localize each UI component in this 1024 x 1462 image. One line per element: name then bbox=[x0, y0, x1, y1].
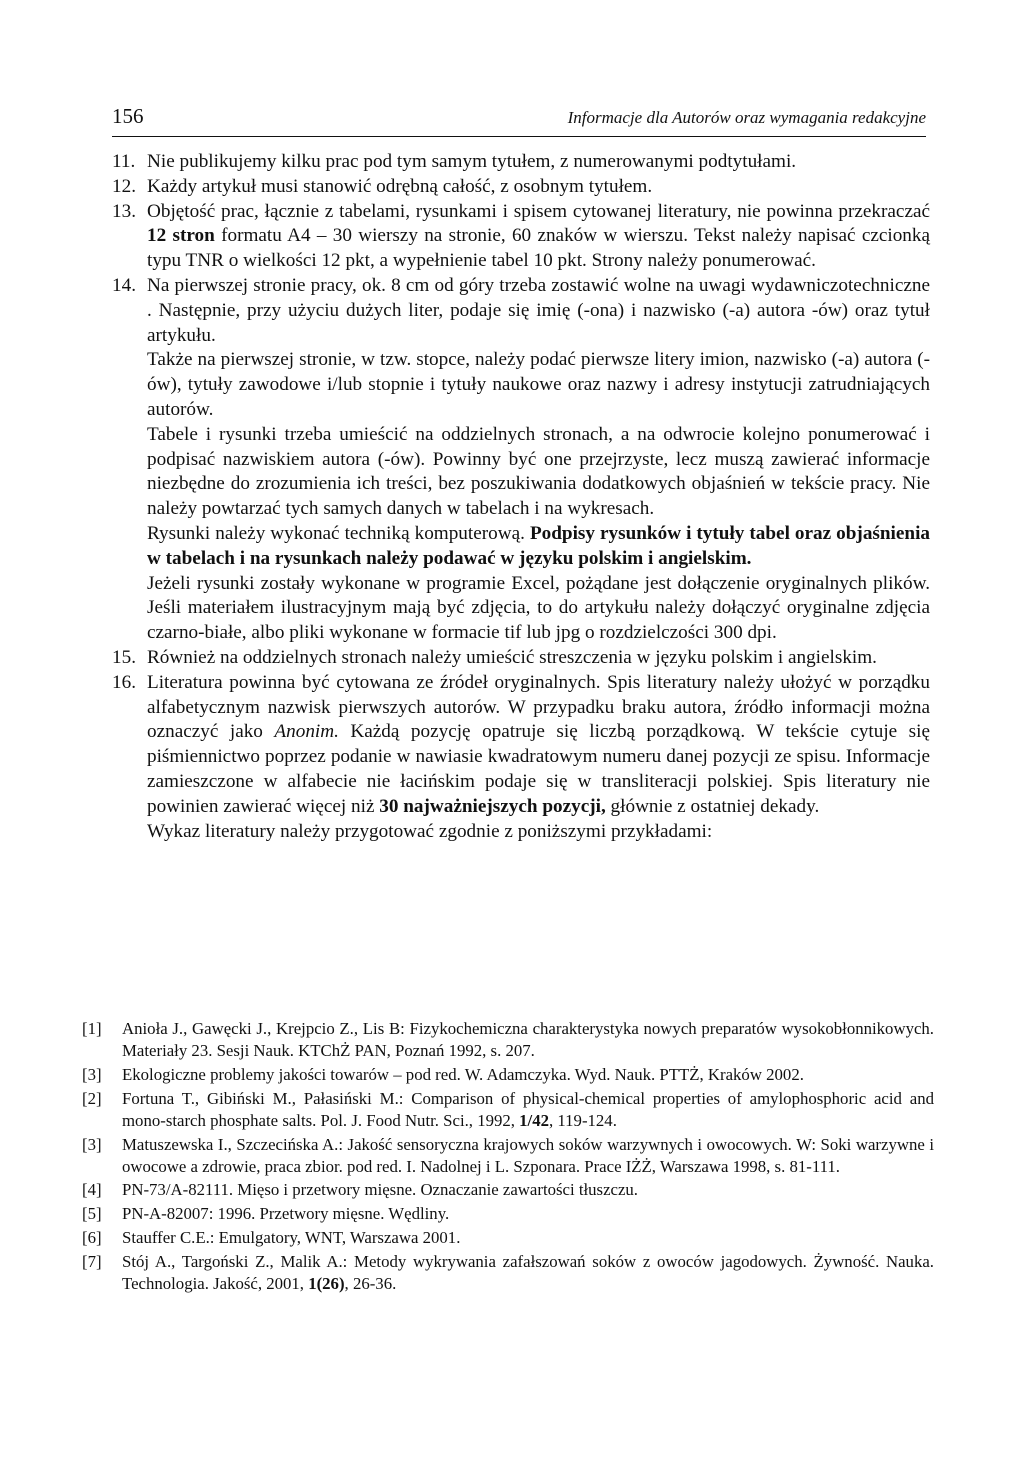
reference-item bbox=[82, 1064, 934, 1086]
item-number: 11. bbox=[112, 151, 136, 172]
reference-item bbox=[82, 1179, 934, 1201]
references-intro: Wykaz literatury należy przygotować zgodnie z poniższymi przykładami: bbox=[147, 820, 713, 842]
item-text: Nie publikujemy kilku prac pod tym samym tytułem, z numerowanymi podtytułami. bbox=[147, 151, 797, 172]
paragraph-tables-figures: Tabele i rysunki trzeba umieścić na oddzielnych stronach, a na odwrocie kolejno ponumerować i podpisać nazwiskiem autora (-ów). Powinny być one przejrzyste, lecz muszą zawierać informacje niezbędne do zrozumienia ich treści, bez poszukiwania dodatkowych objaśnień w tekście pracy. Nie należy powtarzać tych samych danych w tabelach i na wykresach. bbox=[147, 423, 930, 520]
reference-number: [6] bbox=[82, 1227, 102, 1247]
item-number: 15. bbox=[112, 646, 136, 668]
reference-number: [5] bbox=[82, 1204, 102, 1224]
bold-text: 12 stron bbox=[147, 225, 215, 247]
running-title: Informacje dla Autorów oraz wymagania redakcyjne bbox=[567, 108, 926, 127]
reference-number: [7] bbox=[82, 1251, 102, 1271]
item-text: Również na oddzielnych stronach należy umieścić streszczenia w języku polskim i angielskim. bbox=[147, 646, 877, 668]
paragraph-footer-info: Także na pierwszej stronie, w tzw. stopce, należy podać pierwsze litery imion, nazwisko (-a) autora (-ów), tytuły zawodowe i/lub stopnie i tytuły naukowe oraz nazwy i adresy instytucji zatrudniających autorów. bbox=[147, 349, 930, 420]
reference-item bbox=[82, 1251, 934, 1295]
list-item-14 bbox=[112, 274, 930, 348]
list-item-16 bbox=[112, 671, 930, 820]
paragraph-excel-photos: Jeżeli rysunki zostały wykonane w programie Excel, pożądane jest dołączenie oryginalnych plików. Jeśli materiałem ilustracyjnym mają być zdjęcia, to do artykułu należy dołączyć oryginalne zdjęcia czarno-białe, albo pliki wykonane w formacie tif lub jpg o rozdzielczości 300 dpi. bbox=[147, 572, 930, 644]
bold-text: 1(26) bbox=[308, 1273, 345, 1293]
paragraph-figures-technique: Rysunki należy wykonać techniką komputerową. Podpisy rysunków i tytuły tabel oraz objaśnienia w tabelach i na rysunkach należy podawać w języku polskim i angielskim. bbox=[147, 522, 930, 569]
page-number: 156 bbox=[112, 104, 144, 128]
item-text: Każdy artykuł musi stanowić odrębną całość, z osobnym tytułem. bbox=[147, 175, 653, 197]
reference-item bbox=[82, 1088, 934, 1132]
reference-number: [3] bbox=[82, 1134, 102, 1154]
reference-item bbox=[82, 1227, 934, 1249]
reference-text: Anioła J., Gawęcki J., Krejpcio Z., Lis B: Fizykochemiczna charakterystyka nowych preparatów wysokobłonnikowych. Materiały 23. Sesji Nauk. KTChŻ PAN, Poznań 1992, s. 207. bbox=[122, 1019, 934, 1061]
reference-number: [4] bbox=[82, 1180, 102, 1200]
reference-text: Stauffer C.E.: Emulgatory, WNT, Warszawa 2001. bbox=[122, 1227, 461, 1247]
main-text bbox=[112, 150, 930, 844]
reference-number: [2] bbox=[82, 1088, 102, 1108]
reference-text: Fortuna T., Gibiński M., Pałasiński M.: Comparison of physical-chemical properties of amylophosphoric acid and mono-starch phosphate salts. Pol. J. Food Nutr. Sci., 1992, 1/42, 119-124. bbox=[122, 1088, 934, 1130]
reference-text: Ekologiczne problemy jakości towarów – pod red. W. Adamczyka. Wyd. Nauk. PTTŻ, Kraków 2002. bbox=[122, 1064, 804, 1084]
item-text: Objętość prac, łącznie z tabelami, rysunkami i spisem cytowanej literatury, nie powinna przekraczać 12 stron formatu A4 – 30 wierszy na stronie, 60 znaków w wierszu. Tekst należy napisać czcionką typu TNR o wielkości 12 pkt, a wypełnienie tabel 10 pkt. Strony należy ponumerować. bbox=[147, 200, 930, 272]
reference-text: PN-A-82007: 1996. Przetwory mięsne. Wędliny. bbox=[122, 1204, 450, 1224]
reference-item bbox=[82, 1018, 934, 1062]
item-text: Literatura powinna być cytowana ze źródeł oryginalnych. Spis literatury należy ułożyć w porządku alfabetycznym nazwisk pierwszych autorów. W przypadku braku autora, źródło informacji można oznaczyć jako Anonim. Każdą pozycję opatruje się liczbą porządkową. W tekście cytuje się piśmiennictwo poprzez podanie w nawiasie kwadratowym numeru danej pozycji ze spisu. Informacje zamieszczone w alfabecie nie łacińskim podaje się w transliteracji polskiej. Spis literatury nie powinien zawierać więcej niż 30 najważniejszych pozycji, głównie z ostatniej dekady. bbox=[147, 671, 930, 817]
list-item-15 bbox=[112, 646, 930, 671]
bold-text: 30 najważniejszych pozycji, bbox=[379, 795, 606, 817]
item-text: Na pierwszej stronie pracy, ok. 8 cm od góry trzeba zostawić wolne na uwagi wydawniczotechniczne . Następnie, przy użyciu dużych liter, podaje się imię (-ona) i nazwisko (-a) autora -ów) oraz tytuł artykułu. bbox=[147, 274, 930, 346]
item-number: 16. bbox=[112, 671, 136, 693]
bold-text: 1/42 bbox=[519, 1110, 549, 1130]
list-item-13 bbox=[112, 200, 930, 274]
item-number: 14. bbox=[112, 274, 136, 296]
italic-text: Anonim. bbox=[274, 721, 339, 743]
reference-text: PN-73/A-82111. Mięso i przetwory mięsne. Oznaczanie zawartości tłuszczu. bbox=[122, 1180, 639, 1200]
reference-text: Matuszewska I., Szczecińska A.: Jakość sensoryczna krajowych soków warzywnych i owocowych. W: Soki warzywne i owocowe a zdrowie, praca zbior. pod red. I. Nadolnej i L. Szponara. Prace IŻŻ, Warszawa 1998, s. 81-111. bbox=[122, 1134, 934, 1176]
reference-text: Stój A., Targoński Z., Malik A.: Metody wykrywania zafałszowań soków z owoców jagodowych. Żywność. Nauka. Technologia. Jakość, 2001, 1(26), 26-36. bbox=[122, 1251, 934, 1293]
page-header bbox=[112, 102, 926, 137]
reference-item bbox=[82, 1134, 934, 1178]
reference-number: [1] bbox=[82, 1019, 102, 1038]
item-number: 13. bbox=[112, 200, 136, 222]
reference-number: [3] bbox=[82, 1064, 102, 1084]
item-number: 12. bbox=[112, 175, 136, 197]
list-item-11 bbox=[112, 150, 930, 175]
bold-text: Podpisy rysunków i tytuły tabel oraz objaśnienia w tabelach i na rysunkach należy podawać w języku polskim i angielskim. bbox=[147, 522, 930, 569]
list-item-12 bbox=[112, 175, 930, 200]
reference-list bbox=[82, 1018, 934, 1296]
reference-item bbox=[82, 1203, 934, 1225]
